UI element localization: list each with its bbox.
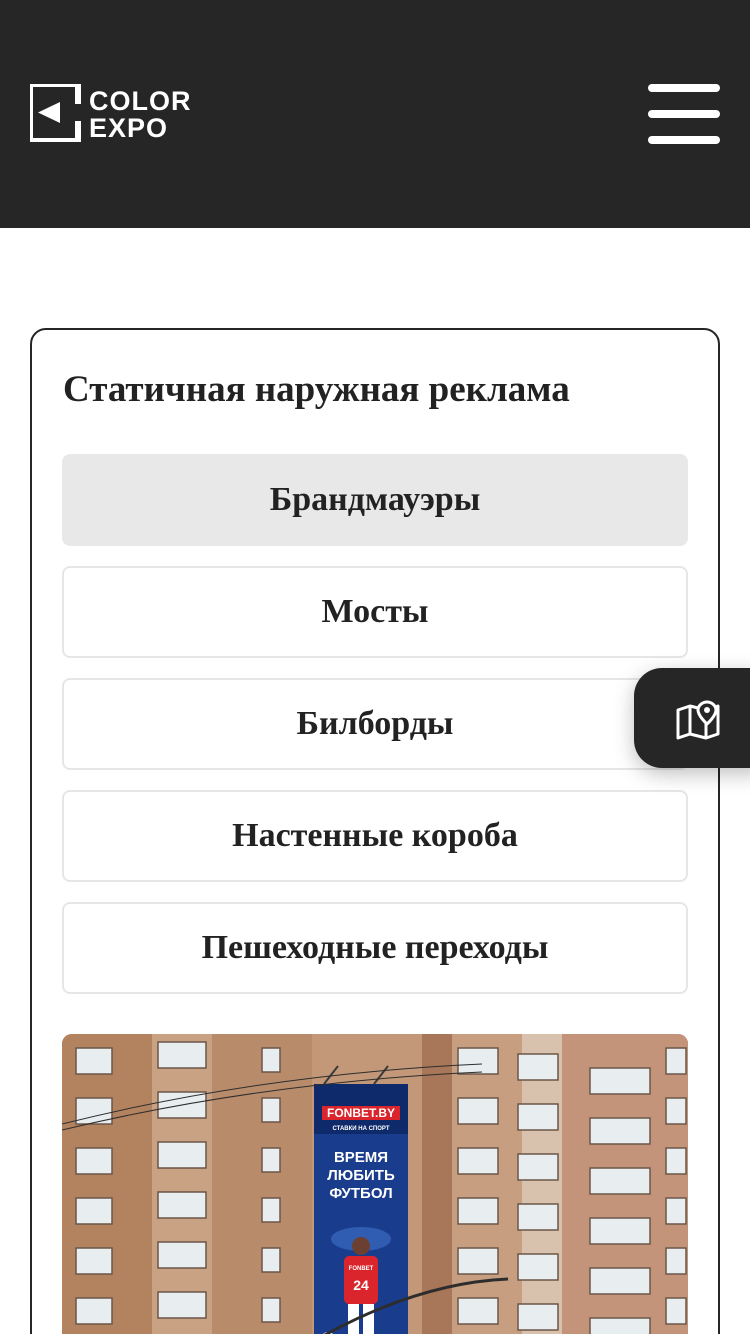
- color-expo-logo[interactable]: [30, 84, 205, 142]
- category-wall-boxes[interactable]: Настенные короба: [62, 790, 688, 882]
- hamburger-menu-icon[interactable]: [648, 84, 720, 144]
- banner-tagline: СТАВКИ НА СПОРТ: [332, 1126, 390, 1132]
- outdoor-ads-card: [30, 328, 720, 1334]
- banner-headline-2: ЛЮБИТЬ: [327, 1167, 395, 1184]
- category-bridges[interactable]: Мосты: [62, 566, 688, 658]
- logo-mark-icon: [30, 84, 82, 141]
- category-pedestrian-crossings[interactable]: Пешеходные переходы: [62, 902, 688, 994]
- map-pin-icon: [676, 700, 720, 740]
- firewall-ad-photo: [62, 1034, 688, 1334]
- logo-line2: EXPO: [89, 113, 169, 142]
- banner-player-number: 24: [353, 1277, 369, 1293]
- banner-headline-1: ВРЕМЯ: [333, 1149, 389, 1166]
- menu-line: [648, 84, 720, 92]
- banner-player-name: FONBET: [348, 1266, 374, 1272]
- fonbet-banner: [314, 1084, 408, 1334]
- category-billboards[interactable]: Билборды: [62, 678, 688, 770]
- section-title: Статичная наружная реклама: [63, 369, 570, 410]
- banner-headline-3: ФУТБОЛ: [329, 1185, 393, 1202]
- logo-line1: COLOR: [89, 86, 192, 116]
- map-button[interactable]: [634, 668, 750, 768]
- menu-line: [648, 136, 720, 144]
- menu-line: [648, 110, 720, 118]
- banner-brand: FONBET.BY: [326, 1106, 396, 1120]
- site-header: [0, 0, 750, 228]
- category-firewalls[interactable]: Брандмауэры: [62, 454, 688, 546]
